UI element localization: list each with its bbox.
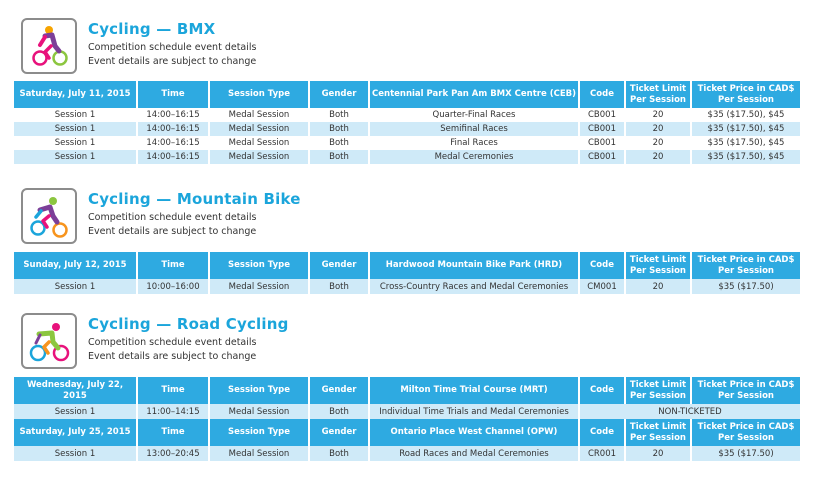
ticket-limit-header: Ticket Limit Per Session: [625, 252, 691, 279]
limit-cell: 20: [625, 108, 691, 122]
mountain-bike-details-line: Competition schedule event details: [88, 212, 257, 223]
code-cell: CM001: [579, 279, 625, 294]
road-cycling-title: Cycling — Road Cycling: [88, 315, 289, 333]
time-header: Time: [137, 81, 209, 108]
session-type-header: Session Type: [209, 419, 309, 446]
ticket-price-header: Ticket Price in CAD$ Per Session: [691, 419, 800, 446]
gender-cell: Both: [309, 404, 369, 419]
code-cell: CB001: [579, 108, 625, 122]
session-cell: Session 1: [14, 108, 137, 122]
bmx-date-header: Saturday, July 11, 2015: [14, 81, 137, 108]
price-cell: $35 ($17.50), $45: [691, 136, 800, 150]
gender-header: Gender: [309, 252, 369, 279]
session-type-cell: Medal Session: [209, 446, 309, 461]
mountain-bike-icon-frame: [21, 188, 77, 244]
time-cell: 14:00–16:15: [137, 136, 209, 150]
gender-cell: Both: [309, 136, 369, 150]
mountain-bike-venue-header: Hardwood Mountain Bike Park (HRD): [369, 252, 579, 279]
event-cell: Medal Ceremonies: [369, 150, 579, 164]
limit-cell: 20: [625, 150, 691, 164]
limit-cell: 20: [625, 122, 691, 136]
bmx-change-line: Event details are subject to change: [88, 56, 257, 67]
session-type-cell: Medal Session: [209, 136, 309, 150]
session-type-cell: Medal Session: [209, 404, 309, 419]
limit-cell: 20: [625, 446, 691, 461]
code-header: Code: [579, 377, 625, 404]
price-cell: $35 ($17.50), $45: [691, 150, 800, 164]
time-cell: 11:00–14:15: [137, 404, 209, 419]
session-type-cell: Medal Session: [209, 122, 309, 136]
mountain-bike-change-line: Event details are subject to change: [88, 226, 257, 237]
bmx-schedule-table: [14, 81, 800, 164]
time-cell: 14:00–16:15: [137, 108, 209, 122]
price-cell: $35 ($17.50), $45: [691, 108, 800, 122]
bmx-icon-frame: [21, 18, 77, 74]
ticket-price-header: Ticket Price in CAD$ Per Session: [691, 252, 800, 279]
ticket-price-header: Ticket Price in CAD$ Per Session: [691, 81, 800, 108]
price-cell: $35 ($17.50), $45: [691, 122, 800, 136]
code-cell: CB001: [579, 122, 625, 136]
table-row: [14, 404, 800, 419]
limit-cell: 20: [625, 136, 691, 150]
bmx-title: Cycling — BMX: [88, 20, 216, 38]
road-cycling-venue-header-1: Milton Time Trial Course (MRT): [369, 377, 579, 404]
table-row: [14, 279, 800, 294]
gender-header: Gender: [309, 377, 369, 404]
time-cell: 13:00–20:45: [137, 446, 209, 461]
event-cell: Final Races: [369, 136, 579, 150]
event-cell: Semifinal Races: [369, 122, 579, 136]
mountain-bike-schedule-table: [14, 252, 800, 294]
code-header: Code: [579, 81, 625, 108]
non-ticketed-cell: NON-TICKETED: [579, 404, 800, 419]
gender-cell: Both: [309, 150, 369, 164]
session-type-cell: Medal Session: [209, 150, 309, 164]
gender-cell: Both: [309, 122, 369, 136]
time-cell: 14:00–16:15: [137, 150, 209, 164]
mountain-bike-section: [14, 188, 800, 298]
mountain-bike-date-header: Sunday, July 12, 2015: [14, 252, 137, 279]
gender-header: Gender: [309, 419, 369, 446]
code-cell: CB001: [579, 136, 625, 150]
time-header: Time: [137, 252, 209, 279]
bmx-cyclist-icon: [23, 20, 75, 72]
session-cell: Session 1: [14, 136, 137, 150]
road-cycling-venue-header-2: Ontario Place West Channel (OPW): [369, 419, 579, 446]
event-cell: Individual Time Trials and Medal Ceremonies: [369, 404, 579, 419]
road-cycling-section: [14, 313, 800, 463]
bmx-details-line: Competition schedule event details: [88, 42, 257, 53]
session-cell: Session 1: [14, 404, 137, 419]
table-row: [14, 122, 800, 136]
session-type-cell: Medal Session: [209, 108, 309, 122]
gender-cell: Both: [309, 446, 369, 461]
gender-header: Gender: [309, 81, 369, 108]
session-cell: Session 1: [14, 279, 137, 294]
ticket-limit-header: Ticket Limit Per Session: [625, 377, 691, 404]
mountain-bike-cyclist-icon: [23, 190, 75, 242]
mountain-bike-header-row: [14, 252, 800, 279]
road-cyclist-icon: [23, 315, 75, 367]
table-row: [14, 108, 800, 122]
session-type-header: Session Type: [209, 377, 309, 404]
time-header: Time: [137, 377, 209, 404]
time-header: Time: [137, 419, 209, 446]
road-cycling-date-header-1: Wednesday, July 22, 2015: [14, 377, 137, 404]
ticket-limit-header: Ticket Limit Per Session: [625, 81, 691, 108]
code-header: Code: [579, 419, 625, 446]
session-cell: Session 1: [14, 122, 137, 136]
session-type-cell: Medal Session: [209, 279, 309, 294]
mountain-bike-title: Cycling — Mountain Bike: [88, 190, 301, 208]
ticket-price-header: Ticket Price in CAD$ Per Session: [691, 377, 800, 404]
road-cycling-date-header-2: Saturday, July 25, 2015: [14, 419, 137, 446]
bmx-venue-header: Centennial Park Pan Am BMX Centre (CEB): [369, 81, 579, 108]
bmx-section: [14, 18, 800, 173]
table-row: [14, 136, 800, 150]
time-cell: 14:00–16:15: [137, 122, 209, 136]
road-cycling-details-line: Competition schedule event details: [88, 337, 257, 348]
price-cell: $35 ($17.50): [691, 446, 800, 461]
code-cell: CB001: [579, 150, 625, 164]
gender-cell: Both: [309, 108, 369, 122]
road-cycling-change-line: Event details are subject to change: [88, 351, 257, 362]
session-cell: Session 1: [14, 150, 137, 164]
price-cell: $35 ($17.50): [691, 279, 800, 294]
session-cell: Session 1: [14, 446, 137, 461]
code-cell: CR001: [579, 446, 625, 461]
time-cell: 10:00–16:00: [137, 279, 209, 294]
code-header: Code: [579, 252, 625, 279]
event-cell: Road Races and Medal Ceremonies: [369, 446, 579, 461]
table-row: [14, 150, 800, 164]
session-type-header: Session Type: [209, 81, 309, 108]
event-cell: Cross-Country Races and Medal Ceremonies: [369, 279, 579, 294]
event-cell: Quarter-Final Races: [369, 108, 579, 122]
road-cycling-header-row-2: [14, 419, 800, 446]
road-cycling-icon-frame: [21, 313, 77, 369]
ticket-limit-header: Ticket Limit Per Session: [625, 419, 691, 446]
road-cycling-header-row-1: [14, 377, 800, 404]
gender-cell: Both: [309, 279, 369, 294]
road-cycling-schedule-table: [14, 377, 800, 461]
bmx-header-row: [14, 81, 800, 108]
table-row: [14, 446, 800, 461]
limit-cell: 20: [625, 279, 691, 294]
session-type-header: Session Type: [209, 252, 309, 279]
